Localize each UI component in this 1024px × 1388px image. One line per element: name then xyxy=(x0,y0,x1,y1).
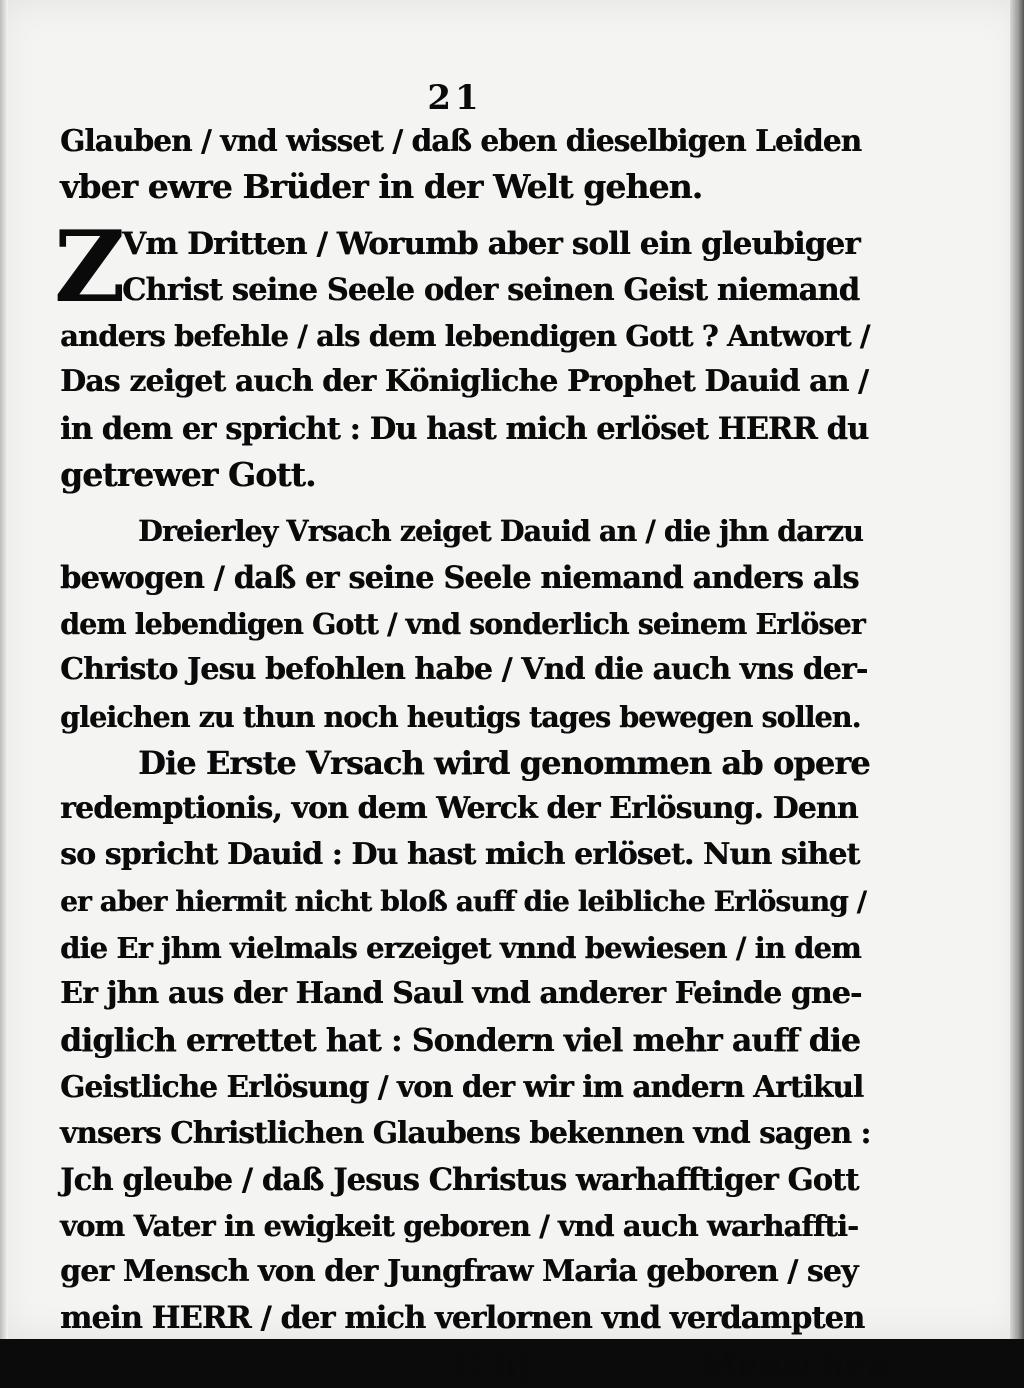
drop-capital: Z xyxy=(54,209,126,325)
page-right-edge xyxy=(1010,0,1024,1339)
paragraph-2 xyxy=(54,209,890,499)
text-line: ger Mensch von der Jungfraw Maria geboren / sey xyxy=(60,1254,858,1290)
text-line: er aber hiermit nicht bloß auff die leibliche Erlösung / xyxy=(60,884,866,918)
paragraph-3 xyxy=(60,508,890,739)
text-line: gleichen zu thun noch heutigs tages bewegen sollen. xyxy=(60,699,861,734)
text-line: dem lebendigen Gott / vnd sonderlich seinem Erlöser xyxy=(60,606,865,641)
catchword: Menschen xyxy=(700,1344,890,1384)
paragraph-1 xyxy=(60,118,890,211)
text-line: diglich errettet hat : Sondern viel mehr auff die xyxy=(60,1021,860,1059)
text-line: in dem er spricht : Du hast mich erlöset HERR du xyxy=(60,410,869,447)
text-line: Christ seine Seele oder seinen Geist niemand xyxy=(122,271,860,308)
page-footer xyxy=(60,1342,890,1388)
page-number: 21 xyxy=(427,78,483,118)
text-line: mein HERR / der mich verlornen vnd verdampten xyxy=(60,1300,865,1337)
text-line: vber ewre Brüder in der Welt gehen. xyxy=(60,167,703,207)
text-line: die Er jhm vielmals erzeiget vnnd bewiesen / in dem xyxy=(60,931,861,966)
text-line: Vm Dritten / Worumb aber soll ein gleubiger xyxy=(122,225,860,262)
text-line: Jch gleube / daß Jesus Christus warhafftiger Gott xyxy=(60,1161,859,1198)
page-left-edge xyxy=(0,0,8,1339)
signature-mark: C iij xyxy=(455,1344,530,1384)
text-line: Christo Jesu befohlen habe / Vnd die auch vns der- xyxy=(60,652,868,688)
text-line: getrewer Gott. xyxy=(60,455,316,495)
text-line: Glauben / vnd wisset / daß eben dieselbigen Leiden xyxy=(60,123,862,158)
text-line: Dreierley Vrsach zeiget Dauid an / die jhn darzu xyxy=(138,514,863,549)
text-line: vnsers Christlichen Glaubens bekennen vnd sagen : xyxy=(60,1115,871,1151)
text-line: bewogen / daß er seine Seele niemand anders als xyxy=(60,559,859,596)
text-line: Geistliche Erlösung / von der wir im andern Artikul xyxy=(60,1068,864,1104)
text-line: Die Erste Vrsach wird genommen ab opere xyxy=(138,743,870,782)
text-line: so spricht Dauid : Du hast mich erlöset. Nun sihet xyxy=(60,837,860,873)
text-line: Das zeiget auch der Königliche Prophet Dauid an / xyxy=(60,364,868,400)
text-line: Er jhn aus der Hand Saul vnd anderer Feinde gne- xyxy=(60,976,862,1012)
text-block xyxy=(54,78,890,1388)
paragraph-4 xyxy=(60,740,890,1342)
text-line: anders befehle / als dem lebendigen Gott ? Antwort / xyxy=(60,319,870,354)
text-line: vom Vater in ewigkeit geboren / vnd auch warhaffti- xyxy=(60,1208,859,1243)
text-line: redemptionis, von dem Werck der Erlösung. Denn xyxy=(60,791,858,827)
